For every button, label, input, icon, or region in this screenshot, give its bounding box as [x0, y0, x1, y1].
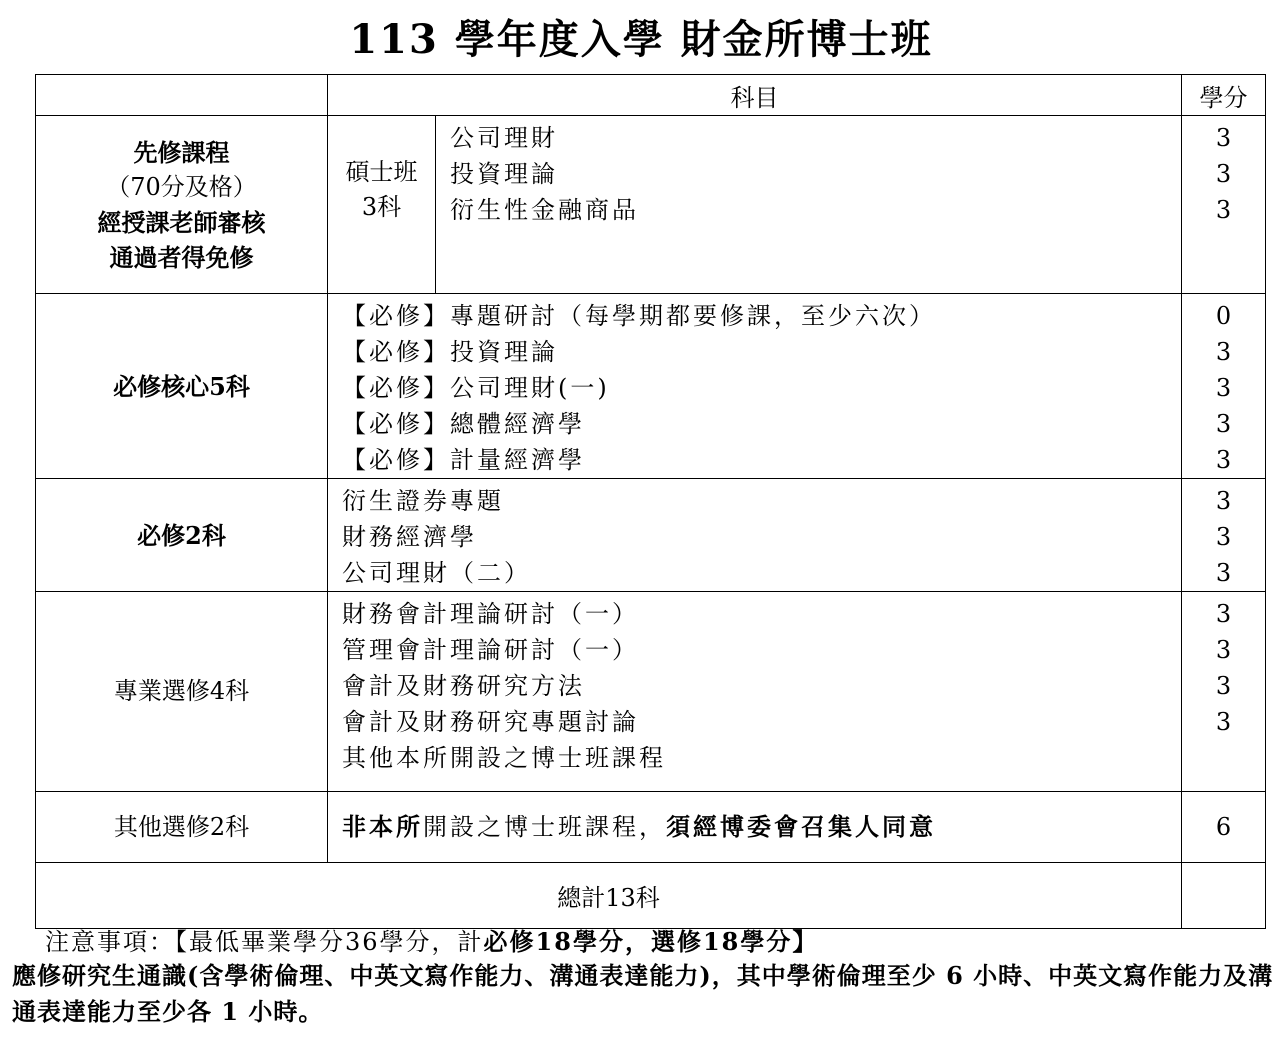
header-subject: 科目 [328, 75, 1182, 116]
credit-value: 3 [1215, 338, 1232, 366]
elective-credits [1182, 592, 1266, 792]
course-item: 【必修】公司理財(一) [342, 374, 610, 402]
credit-value: 3 [1215, 410, 1232, 438]
course-item: 【必修】計量經濟學 [342, 446, 585, 474]
course-item: 投資理論 [450, 160, 558, 188]
prereq-course-list [436, 116, 1182, 294]
credit-value: 3 [1215, 672, 1232, 700]
credit-value: 3 [1215, 636, 1232, 664]
total-label: 總計13科 [36, 863, 1182, 929]
prereq-credits [1182, 116, 1266, 294]
credit-value: 3 [1215, 124, 1232, 152]
credit-value: 3 [1215, 708, 1232, 736]
credit-value: 3 [1215, 600, 1232, 628]
course-item: 會計及財務研究專題討論 [342, 708, 639, 736]
other-text-b: 開設之博士班課程， [423, 813, 666, 841]
credit-value: 3 [1215, 523, 1232, 551]
core-category: 必修核心5科 [36, 294, 328, 479]
course-item: 【必修】總體經濟學 [342, 410, 585, 438]
required2-row [36, 479, 1266, 592]
table-header-row [36, 75, 1266, 116]
other-credits: 6 [1182, 792, 1266, 863]
prereq-category [36, 116, 328, 294]
elective-category: 專業選修4科 [36, 592, 328, 792]
credit-value: 3 [1215, 196, 1232, 224]
course-item: 【必修】專題研討（每學期都要修課，至少六次） [342, 302, 936, 330]
required2-credits [1182, 479, 1266, 592]
total-credits-blank [1182, 863, 1266, 929]
credit-value: 3 [1215, 160, 1232, 188]
prereq-category-line: 先修課程 [133, 137, 230, 167]
prereq-row [36, 116, 1266, 294]
prereq-subcategory [328, 116, 436, 294]
course-item: 財務會計理論研討（一） [342, 600, 639, 628]
course-item: 【必修】投資理論 [342, 338, 558, 366]
note-line-1-a: 注意事項：【最低畢業學分36學分，計 [45, 928, 484, 956]
credit-value: 3 [1215, 374, 1232, 402]
prereq-category-line: （70分及格） [106, 172, 257, 201]
credit-value: 3 [1215, 487, 1232, 515]
other-course-text [328, 792, 1182, 863]
other-category: 其他選修2科 [36, 792, 328, 863]
header-credits: 學分 [1182, 75, 1266, 116]
other-text-c: 須經博委會召集人同意 [666, 812, 936, 841]
other-text-a: 非本所 [342, 812, 423, 841]
course-item: 會計及財務研究方法 [342, 672, 585, 700]
total-row [36, 863, 1266, 929]
core-course-list [328, 294, 1182, 479]
course-item: 衍生性金融商品 [450, 196, 639, 224]
credit-value: 3 [1215, 446, 1232, 474]
prereq-category-line: 經授課老師審核 [97, 207, 266, 237]
credit-value: 3 [1215, 559, 1232, 587]
course-item: 管理會計理論研討（一） [342, 636, 639, 664]
elective-row [36, 592, 1266, 792]
core-credits [1182, 294, 1266, 479]
prereq-sub-line: 碩士班 [345, 157, 418, 186]
course-item: 公司理財 [450, 124, 558, 152]
course-item: 衍生證券專題 [342, 487, 504, 515]
note-line-1-b: 必修18學分，選修18學分】 [483, 927, 819, 956]
course-item: 其他本所開設之博士班課程 [342, 744, 666, 772]
credit-value: 0 [1215, 302, 1232, 330]
other-row [36, 792, 1266, 863]
elective-course-list [328, 592, 1182, 792]
page-title: 113 學年度入學 財金所博士班 [349, 16, 933, 63]
curriculum-table [35, 74, 1266, 929]
course-item: 財務經濟學 [342, 523, 477, 551]
core-row [36, 294, 1266, 479]
prereq-sub-line: 3科 [361, 192, 402, 221]
required2-category: 必修2科 [36, 479, 328, 592]
note-line-1 [45, 922, 818, 957]
course-item: 公司理財（二） [342, 559, 531, 587]
header-blank-cell [36, 75, 328, 116]
note-line-2: 應修研究生通識(含學術倫理、中英文寫作能力、溝通表達能力)，其中學術倫理至少 6 小時、中英文寫作能力及溝通表達能力至少各 1 小時。 [12, 961, 1274, 1026]
required2-course-list [328, 479, 1182, 592]
prereq-category-line: 通過者得免修 [109, 242, 254, 272]
